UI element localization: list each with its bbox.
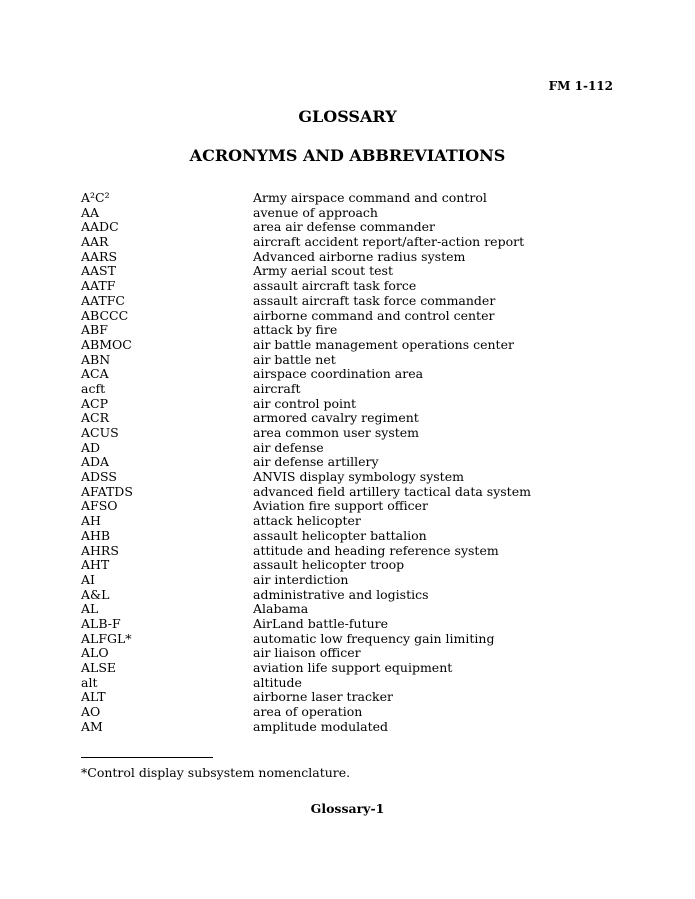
entry-definition: air battle management operations center [253,336,514,352]
entry-definition: area common user system [253,425,420,440]
entry-definition: automatic low frequency gain limiting [253,630,495,646]
entry-definition: assault aircraft task force commander [253,292,496,308]
glossary-entry [81,661,541,676]
entry-definition: attitude and heading reference system [253,542,499,558]
entry-definition: administrative and logistics [253,586,429,602]
entry-definition: avenue of approach [253,204,378,220]
glossary-entry [81,441,541,456]
entry-definition: advanced field artillery tactical data system [253,483,531,499]
page-title: GLOSSARY [298,107,397,126]
entry-definition: assault helicopter troop [253,557,405,573]
glossary-entry [81,455,541,470]
glossary-entry [81,382,541,397]
entry-abbreviation: ALO [81,645,109,661]
entry-abbreviation: AAST [81,263,116,279]
entry-abbreviation: AAR [81,234,109,250]
entry-definition: Advanced airborne radius system [253,248,466,264]
glossary-entry [81,646,541,661]
glossary-entry [81,309,541,324]
entry-abbreviation: AHB [81,527,111,543]
entry-abbreviation: AM [81,718,103,734]
glossary-entry [81,426,541,441]
entry-definition: aircraft accident report/after-action report [253,234,525,250]
entry-abbreviation: ALB-F [81,615,121,631]
footnote-divider [81,757,213,758]
entry-definition: airborne command and control center [253,307,495,323]
entry-abbreviation: ADA [81,454,110,470]
glossary-entry [81,470,541,485]
glossary-entry [81,250,541,265]
glossary-entry [81,499,541,514]
entry-abbreviation: AHT [81,557,110,573]
glossary-entry [81,573,541,588]
entry-abbreviation: AFATDS [81,483,133,499]
entry-abbreviation: ALSE [81,660,117,675]
entry-abbreviation: AFSO [81,498,118,514]
entry-abbreviation: ACUS [81,425,119,440]
entry-abbreviation: AARS [81,248,118,264]
entry-definition: airspace coordination area [253,366,424,382]
glossary-list [81,191,541,734]
glossary-entry [81,617,541,632]
entry-definition: armored cavalry regiment [253,410,419,426]
glossary-entry [81,602,541,617]
glossary-entry [81,323,541,338]
entry-definition: area air defense commander [253,219,436,235]
entry-definition: area of operation [253,704,363,720]
glossary-entry [81,353,541,368]
glossary-entry [81,588,541,603]
entry-definition: Aviation fire support officer [253,498,429,514]
entry-abbreviation: acft [81,380,106,396]
entry-abbreviation: AH [81,513,101,529]
entry-definition: air defense [253,439,324,455]
entry-definition: air interdiction [253,571,349,587]
glossary-entry [81,411,541,426]
entry-abbreviation: AI [81,571,95,587]
entry-definition: Army aerial scout test [253,263,393,279]
entry-abbreviation: ALFGL* [81,630,132,646]
page-number: Glossary-1 [310,801,385,816]
glossary-entry [81,338,541,353]
entry-abbreviation: ABN [81,351,111,367]
entry-abbreviation: ABMOC [81,336,132,352]
entry-definition: attack by fire [253,322,338,338]
entry-abbreviation: ACA [81,366,109,382]
glossary-entry [81,676,541,691]
glossary-entry [81,279,541,294]
entry-definition: air battle net [253,351,336,367]
entry-abbreviation: ACP [81,395,109,411]
glossary-entry [81,690,541,705]
entry-definition: air defense artillery [253,454,379,470]
entry-definition: altitude [253,674,302,690]
entry-abbreviation: A&L [81,586,110,602]
entry-abbreviation: AHRS [81,542,119,558]
glossary-entry [81,264,541,279]
entry-definition: air control point [253,395,357,411]
glossary-entry [81,235,541,250]
entry-abbreviation: AL [81,601,99,617]
entry-abbreviation: A²C² [81,190,110,205]
glossary-entry [81,544,541,559]
entry-abbreviation: ALT [81,689,106,705]
entry-abbreviation: alt [81,674,98,690]
entry-definition: ANVIS display symbology system [253,469,464,485]
entry-definition: assault aircraft task force [253,278,417,294]
entry-definition: air liaison officer [253,645,361,661]
glossary-entry [81,632,541,647]
entry-definition: assault helicopter battalion [253,527,427,543]
glossary-entry [81,720,541,735]
entry-definition: aviation life support equipment [253,660,453,675]
footnote: *Control display subsystem nomenclature. [81,765,351,780]
entry-definition: Alabama [253,601,309,617]
glossary-entry [81,529,541,544]
glossary-entry [81,397,541,412]
entry-abbreviation: AATF [81,278,116,294]
entry-abbreviation: AADC [81,219,119,235]
entry-abbreviation: AO [81,704,101,720]
entry-abbreviation: AD [81,439,101,455]
glossary-entry [81,294,541,309]
entry-definition: attack helicopter [253,513,361,529]
glossary-entry [81,485,541,500]
entry-abbreviation: ABF [81,322,108,338]
glossary-entry [81,191,541,206]
entry-abbreviation: ACR [81,410,110,426]
entry-definition: aircraft [253,380,301,396]
glossary-entry [81,220,541,235]
entry-abbreviation: AATFC [81,292,125,308]
glossary-entry [81,514,541,529]
entry-abbreviation: AA [81,204,100,220]
entry-definition: Army airspace command and control [253,190,487,205]
entry-abbreviation: ADSS [81,469,117,485]
entry-abbreviation: ABCCC [81,307,129,323]
entry-definition: airborne laser tracker [253,689,393,705]
glossary-entry [81,367,541,382]
section-title: ACRONYMS AND ABBREVIATIONS [189,146,506,165]
glossary-entry [81,206,541,221]
glossary-entry [81,558,541,573]
entry-definition: AirLand battle-future [253,615,389,631]
glossary-entry [81,705,541,720]
document-id: FM 1-112 [548,79,613,93]
entry-definition: amplitude modulated [253,718,389,734]
